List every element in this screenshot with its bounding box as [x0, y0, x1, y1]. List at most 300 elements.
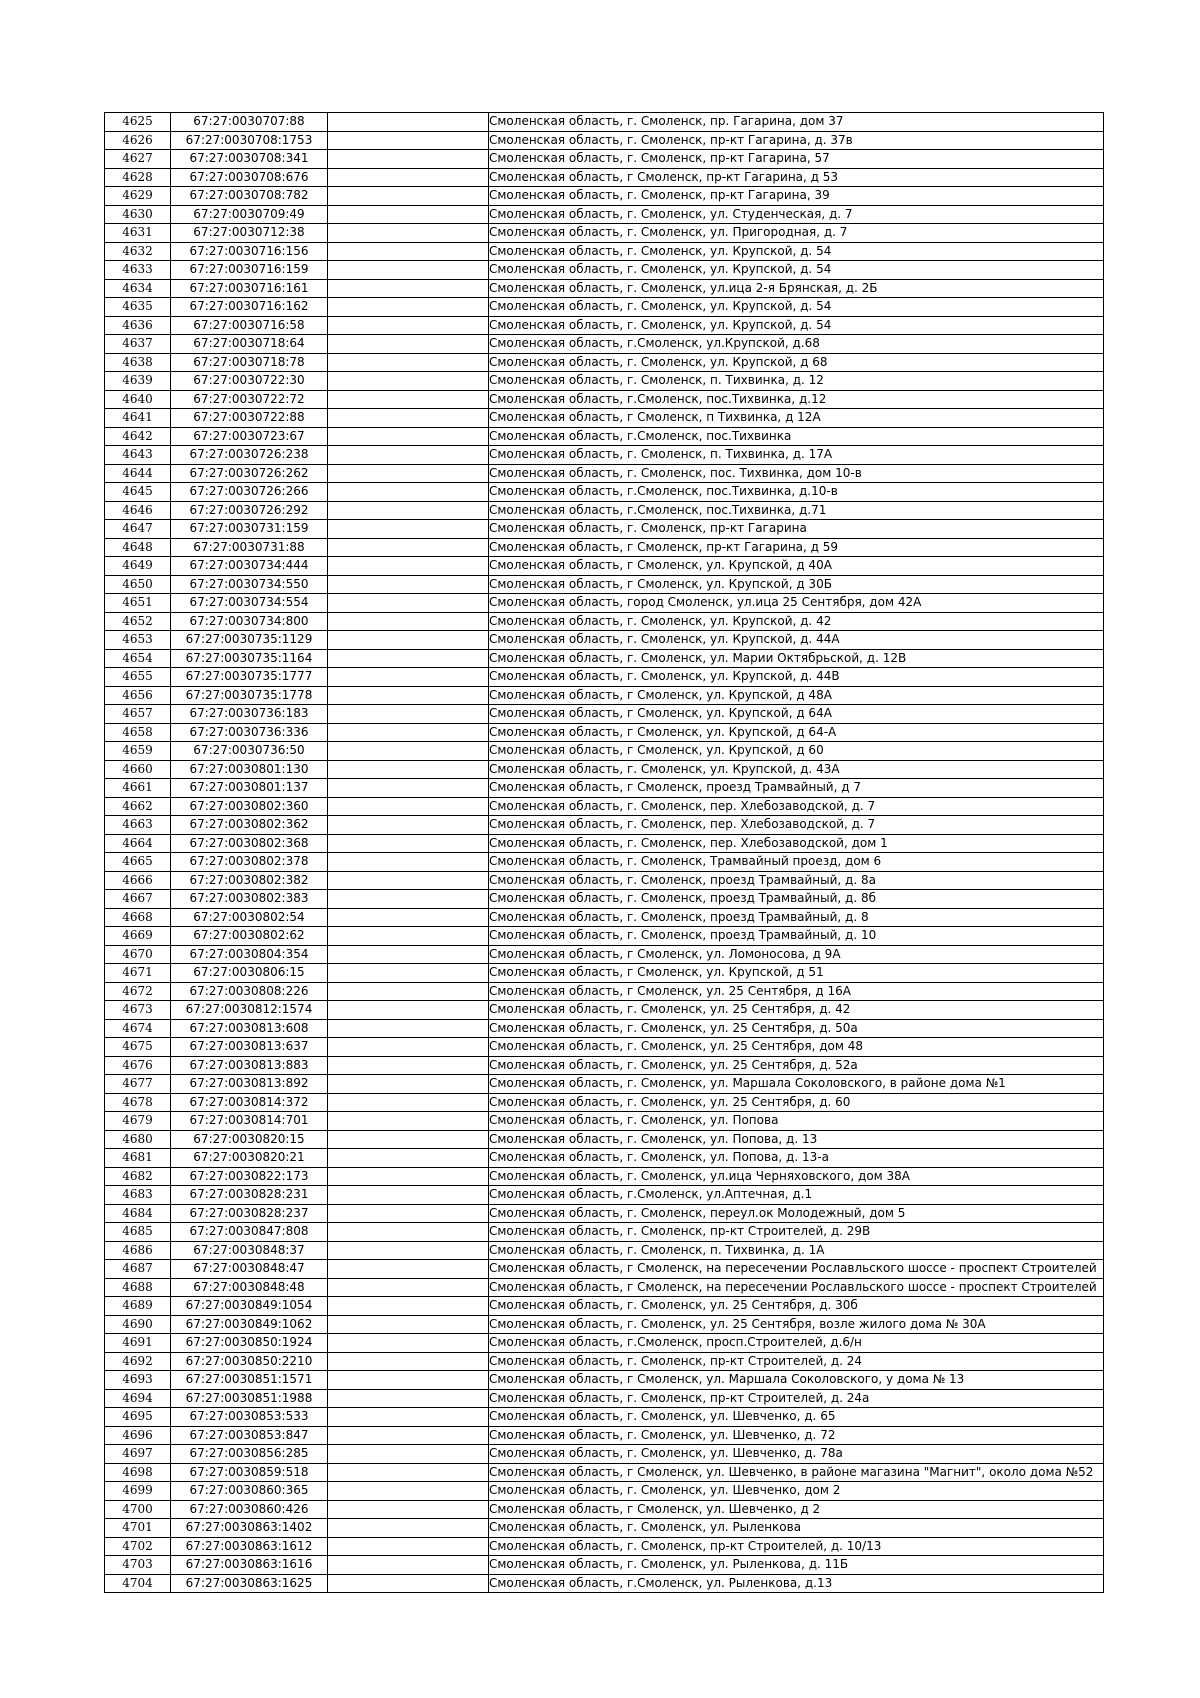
blank-cell — [328, 649, 489, 668]
blank-cell — [328, 501, 489, 520]
cadastral-number-cell: 67:27:0030712:38 — [171, 224, 328, 243]
blank-cell — [328, 464, 489, 483]
address-cell: Смоленская область, г. Смоленск, ул. Рыленкова — [489, 1519, 1104, 1538]
address-cell: Смоленская область, г. Смоленск, проезд Трамвайный, д. 10 — [489, 927, 1104, 946]
table-row — [105, 446, 1104, 465]
row-number-cell: 4655 — [105, 668, 171, 687]
cadastral-number-cell: 67:27:0030828:237 — [171, 1204, 328, 1223]
row-number-cell: 4678 — [105, 1093, 171, 1112]
row-number-cell: 4650 — [105, 575, 171, 594]
table-row — [105, 594, 1104, 613]
row-number-cell: 4701 — [105, 1519, 171, 1538]
cadastral-number-cell: 67:27:0030734:800 — [171, 612, 328, 631]
address-cell: Смоленская область, г. Смоленск, ул. Попова — [489, 1112, 1104, 1131]
address-cell: Смоленская область, г.Смоленск, пос.Тихвинка, д.12 — [489, 390, 1104, 409]
table-row — [105, 760, 1104, 779]
blank-cell — [328, 1315, 489, 1334]
table-row — [105, 224, 1104, 243]
address-cell: Смоленская область, г. Смоленск, пр-кт Гагарина, 57 — [489, 150, 1104, 169]
blank-cell — [328, 113, 489, 132]
address-cell: Смоленская область, г.Смоленск, ул. Рыленкова, д.13 — [489, 1574, 1104, 1593]
cadastral-number-cell: 67:27:0030808:226 — [171, 982, 328, 1001]
row-number-cell: 4648 — [105, 538, 171, 557]
row-number-cell: 4689 — [105, 1297, 171, 1316]
blank-cell — [328, 446, 489, 465]
address-cell: Смоленская область, г. Смоленск, ул. Крупской, д 68 — [489, 353, 1104, 372]
table-row — [105, 1389, 1104, 1408]
address-cell: Смоленская область, город Смоленск, ул.ица 25 Сентября, дом 42А — [489, 594, 1104, 613]
cadastral-number-cell: 67:27:0030820:15 — [171, 1130, 328, 1149]
table-row — [105, 1149, 1104, 1168]
address-cell: Смоленская область, г. Смоленск, ул. 25 Сентября, дом 48 — [489, 1038, 1104, 1057]
cadastral-number-cell: 67:27:0030736:183 — [171, 705, 328, 724]
row-number-cell: 4674 — [105, 1019, 171, 1038]
cadastral-number-cell: 67:27:0030851:1988 — [171, 1389, 328, 1408]
blank-cell — [328, 520, 489, 539]
address-cell: Смоленская область, г. Смоленск, п. Тихвинка, д. 17А — [489, 446, 1104, 465]
address-cell: Смоленская область, г Смоленск, ул. Маршала Соколовского, у дома № 13 — [489, 1371, 1104, 1390]
row-number-cell: 4645 — [105, 483, 171, 502]
cadastral-number-cell: 67:27:0030735:1777 — [171, 668, 328, 687]
address-cell: Смоленская область, г Смоленск, ул. Ломоносова, д 9А — [489, 945, 1104, 964]
blank-cell — [328, 871, 489, 890]
cadastral-number-cell: 67:27:0030801:137 — [171, 779, 328, 798]
cadastral-number-cell: 67:27:0030723:67 — [171, 427, 328, 446]
blank-cell — [328, 834, 489, 853]
address-cell: Смоленская область, г Смоленск, проезд Трамвайный, д 7 — [489, 779, 1104, 798]
cadastral-number-cell: 67:27:0030820:21 — [171, 1149, 328, 1168]
cadastral-number-cell: 67:27:0030708:341 — [171, 150, 328, 169]
table-row — [105, 1334, 1104, 1353]
blank-cell — [328, 1297, 489, 1316]
table-row — [105, 464, 1104, 483]
row-number-cell: 4704 — [105, 1574, 171, 1593]
address-cell: Смоленская область, г.Смоленск, ул.Аптечная, д.1 — [489, 1186, 1104, 1205]
row-number-cell: 4653 — [105, 631, 171, 650]
cadastral-number-cell: 67:27:0030734:554 — [171, 594, 328, 613]
address-cell: Смоленская область, г Смоленск, ул. Крупской, д 48А — [489, 686, 1104, 705]
cadastral-number-cell: 67:27:0030849:1054 — [171, 1297, 328, 1316]
cadastral-number-cell: 67:27:0030726:266 — [171, 483, 328, 502]
cadastral-number-cell: 67:27:0030716:162 — [171, 298, 328, 317]
table-row — [105, 1297, 1104, 1316]
address-cell: Смоленская область, г. Смоленск, ул. Студенческая, д. 7 — [489, 205, 1104, 224]
table-row — [105, 427, 1104, 446]
address-cell: Смоленская область, г. Смоленск, ул. Шевченко, д. 72 — [489, 1426, 1104, 1445]
table-row — [105, 1241, 1104, 1260]
blank-cell — [328, 224, 489, 243]
row-number-cell: 4673 — [105, 1001, 171, 1020]
registry-table-body — [105, 113, 1104, 1593]
row-number-cell: 4687 — [105, 1260, 171, 1279]
table-row — [105, 871, 1104, 890]
blank-cell — [328, 409, 489, 428]
row-number-cell: 4693 — [105, 1371, 171, 1390]
row-number-cell: 4654 — [105, 649, 171, 668]
cadastral-number-cell: 67:27:0030863:1616 — [171, 1556, 328, 1575]
row-number-cell: 4643 — [105, 446, 171, 465]
row-number-cell: 4675 — [105, 1038, 171, 1057]
address-cell: Смоленская область, г. Смоленск, ул. 25 Сентября, д. 60 — [489, 1093, 1104, 1112]
cadastral-number-cell: 67:27:0030812:1574 — [171, 1001, 328, 1020]
table-row — [105, 316, 1104, 335]
table-row — [105, 779, 1104, 798]
cadastral-number-cell: 67:27:0030813:637 — [171, 1038, 328, 1057]
row-number-cell: 4697 — [105, 1445, 171, 1464]
address-cell: Смоленская область, г. Смоленск, ул. 25 Сентября, д. 52а — [489, 1056, 1104, 1075]
blank-cell — [328, 261, 489, 280]
blank-cell — [328, 1445, 489, 1464]
table-row — [105, 1019, 1104, 1038]
row-number-cell: 4679 — [105, 1112, 171, 1131]
blank-cell — [328, 1075, 489, 1094]
table-row — [105, 834, 1104, 853]
row-number-cell: 4633 — [105, 261, 171, 280]
address-cell: Смоленская область, г Смоленск, пр-кт Гагарина, д 59 — [489, 538, 1104, 557]
table-row — [105, 1500, 1104, 1519]
blank-cell — [328, 1204, 489, 1223]
table-row — [105, 1112, 1104, 1131]
blank-cell — [328, 1112, 489, 1131]
address-cell: Смоленская область, г Смоленск, ул. Крупской, д 40А — [489, 557, 1104, 576]
table-row — [105, 890, 1104, 909]
row-number-cell: 4682 — [105, 1167, 171, 1186]
row-number-cell: 4640 — [105, 390, 171, 409]
cadastral-number-cell: 67:27:0030722:30 — [171, 372, 328, 391]
address-cell: Смоленская область, г. Смоленск, ул. Крупской, д. 43А — [489, 760, 1104, 779]
cadastral-number-cell: 67:27:0030736:336 — [171, 723, 328, 742]
blank-cell — [328, 612, 489, 631]
blank-cell — [328, 964, 489, 983]
cadastral-number-cell: 67:27:0030716:156 — [171, 242, 328, 261]
blank-cell — [328, 853, 489, 872]
table-row — [105, 131, 1104, 150]
blank-cell — [328, 1186, 489, 1205]
row-number-cell: 4629 — [105, 187, 171, 206]
row-number-cell: 4627 — [105, 150, 171, 169]
cadastral-number-cell: 67:27:0030853:533 — [171, 1408, 328, 1427]
row-number-cell: 4685 — [105, 1223, 171, 1242]
cadastral-number-cell: 67:27:0030722:88 — [171, 409, 328, 428]
row-number-cell: 4662 — [105, 797, 171, 816]
blank-cell — [328, 1334, 489, 1353]
blank-cell — [328, 335, 489, 354]
blank-cell — [328, 1500, 489, 1519]
cadastral-number-cell: 67:27:0030802:378 — [171, 853, 328, 872]
row-number-cell: 4677 — [105, 1075, 171, 1094]
address-cell: Смоленская область, г.Смоленск, просп.Строителей, д.6/н — [489, 1334, 1104, 1353]
address-cell: Смоленская область, г. Смоленск, проезд Трамвайный, д. 8а — [489, 871, 1104, 890]
row-number-cell: 4663 — [105, 816, 171, 835]
row-number-cell: 4669 — [105, 927, 171, 946]
cadastral-number-cell: 67:27:0030863:1612 — [171, 1537, 328, 1556]
table-row — [105, 168, 1104, 187]
address-cell: Смоленская область, г Смоленск, на пересечении Рославльского шоссе - проспект Строителей — [489, 1278, 1104, 1297]
table-row — [105, 1371, 1104, 1390]
address-cell: Смоленская область, г. Смоленск, пер. Хлебозаводской, д. 7 — [489, 797, 1104, 816]
address-cell: Смоленская область, г. Смоленск, ул. Рыленкова, д. 11Б — [489, 1556, 1104, 1575]
row-number-cell: 4691 — [105, 1334, 171, 1353]
row-number-cell: 4664 — [105, 834, 171, 853]
cadastral-number-cell: 67:27:0030726:292 — [171, 501, 328, 520]
table-row — [105, 261, 1104, 280]
blank-cell — [328, 1519, 489, 1538]
address-cell: Смоленская область, г. Смоленск, пр-кт Строителей, д. 24 — [489, 1352, 1104, 1371]
table-row — [105, 372, 1104, 391]
blank-cell — [328, 945, 489, 964]
blank-cell — [328, 279, 489, 298]
cadastral-registry-table — [104, 112, 1104, 1593]
table-row — [105, 1315, 1104, 1334]
address-cell: Смоленская область, г. Смоленск, пр-кт Строителей, д. 24а — [489, 1389, 1104, 1408]
row-number-cell: 4703 — [105, 1556, 171, 1575]
blank-cell — [328, 1389, 489, 1408]
blank-cell — [328, 1167, 489, 1186]
table-row — [105, 205, 1104, 224]
table-row — [105, 908, 1104, 927]
table-row — [105, 631, 1104, 650]
row-number-cell: 4628 — [105, 168, 171, 187]
blank-cell — [328, 1352, 489, 1371]
blank-cell — [328, 1093, 489, 1112]
cadastral-number-cell: 67:27:0030822:173 — [171, 1167, 328, 1186]
address-cell: Смоленская область, г. Смоленск, ул. Крупской, д. 54 — [489, 298, 1104, 317]
cadastral-number-cell: 67:27:0030856:285 — [171, 1445, 328, 1464]
blank-cell — [328, 390, 489, 409]
blank-cell — [328, 1426, 489, 1445]
address-cell: Смоленская область, г Смоленск, пр-кт Гагарина, д 53 — [489, 168, 1104, 187]
cadastral-number-cell: 67:27:0030716:159 — [171, 261, 328, 280]
address-cell: Смоленская область, г. Смоленск, пр-кт Гагарина — [489, 520, 1104, 539]
table-row — [105, 1519, 1104, 1538]
table-row — [105, 1056, 1104, 1075]
blank-cell — [328, 1574, 489, 1593]
row-number-cell: 4665 — [105, 853, 171, 872]
table-row — [105, 797, 1104, 816]
blank-cell — [328, 205, 489, 224]
blank-cell — [328, 779, 489, 798]
address-cell: Смоленская область, г Смоленск, ул. Крупской, д 51 — [489, 964, 1104, 983]
blank-cell — [328, 1278, 489, 1297]
row-number-cell: 4661 — [105, 779, 171, 798]
cadastral-number-cell: 67:27:0030731:88 — [171, 538, 328, 557]
cadastral-number-cell: 67:27:0030802:62 — [171, 927, 328, 946]
row-number-cell: 4638 — [105, 353, 171, 372]
table-row — [105, 1352, 1104, 1371]
blank-cell — [328, 298, 489, 317]
cadastral-number-cell: 67:27:0030814:372 — [171, 1093, 328, 1112]
blank-cell — [328, 131, 489, 150]
row-number-cell: 4639 — [105, 372, 171, 391]
cadastral-number-cell: 67:27:0030851:1571 — [171, 1371, 328, 1390]
table-row — [105, 686, 1104, 705]
blank-cell — [328, 1260, 489, 1279]
table-row — [105, 520, 1104, 539]
address-cell: Смоленская область, г. Смоленск, ул. Попова, д. 13 — [489, 1130, 1104, 1149]
table-row — [105, 150, 1104, 169]
table-row — [105, 1537, 1104, 1556]
address-cell: Смоленская область, г. Смоленск, проезд Трамвайный, д. 8б — [489, 890, 1104, 909]
row-number-cell: 4625 — [105, 113, 171, 132]
cadastral-number-cell: 67:27:0030813:892 — [171, 1075, 328, 1094]
blank-cell — [328, 723, 489, 742]
cadastral-number-cell: 67:27:0030734:444 — [171, 557, 328, 576]
row-number-cell: 4690 — [105, 1315, 171, 1334]
blank-cell — [328, 797, 489, 816]
table-row — [105, 1260, 1104, 1279]
address-cell: Смоленская область, г. Смоленск, ул. 25 Сентября, д. 42 — [489, 1001, 1104, 1020]
blank-cell — [328, 353, 489, 372]
row-number-cell: 4647 — [105, 520, 171, 539]
table-row — [105, 1001, 1104, 1020]
address-cell: Смоленская область, г Смоленск, ул. 25 Сентября, д 16А — [489, 982, 1104, 1001]
table-row — [105, 1130, 1104, 1149]
table-row — [105, 612, 1104, 631]
address-cell: Смоленская область, г Смоленск, ул. Шевченко, в районе магазина "Магнит", около дома №52 — [489, 1463, 1104, 1482]
address-cell: Смоленская область, г. Смоленск, ул. Крупской, д. 54 — [489, 242, 1104, 261]
table-row — [105, 1556, 1104, 1575]
cadastral-number-cell: 67:27:0030804:354 — [171, 945, 328, 964]
row-number-cell: 4641 — [105, 409, 171, 428]
blank-cell — [328, 816, 489, 835]
blank-cell — [328, 1463, 489, 1482]
cadastral-number-cell: 67:27:0030708:676 — [171, 168, 328, 187]
table-row — [105, 1223, 1104, 1242]
cadastral-number-cell: 67:27:0030813:883 — [171, 1056, 328, 1075]
row-number-cell: 4700 — [105, 1500, 171, 1519]
table-row — [105, 1445, 1104, 1464]
address-cell: Смоленская область, г Смоленск, ул. Крупской, д 30Б — [489, 575, 1104, 594]
row-number-cell: 4630 — [105, 205, 171, 224]
row-number-cell: 4684 — [105, 1204, 171, 1223]
blank-cell — [328, 908, 489, 927]
row-number-cell: 4657 — [105, 705, 171, 724]
row-number-cell: 4666 — [105, 871, 171, 890]
address-cell: Смоленская область, г Смоленск, п Тихвинка, д 12А — [489, 409, 1104, 428]
row-number-cell: 4702 — [105, 1537, 171, 1556]
cadastral-number-cell: 67:27:0030735:1778 — [171, 686, 328, 705]
address-cell: Смоленская область, г. Смоленск, переул.ок Молодежный, дом 5 — [489, 1204, 1104, 1223]
cadastral-number-cell: 67:27:0030863:1402 — [171, 1519, 328, 1538]
blank-cell — [328, 150, 489, 169]
address-cell: Смоленская область, г. Смоленск, проезд Трамвайный, д. 8 — [489, 908, 1104, 927]
table-row — [105, 649, 1104, 668]
cadastral-number-cell: 67:27:0030735:1164 — [171, 649, 328, 668]
cadastral-number-cell: 67:27:0030722:72 — [171, 390, 328, 409]
address-cell: Смоленская область, г. Смоленск, ул. Крупской, д. 54 — [489, 261, 1104, 280]
cadastral-number-cell: 67:27:0030848:37 — [171, 1241, 328, 1260]
address-cell: Смоленская область, г.Смоленск, пос.Тихвинка, д.71 — [489, 501, 1104, 520]
table-row — [105, 853, 1104, 872]
blank-cell — [328, 575, 489, 594]
table-row — [105, 742, 1104, 761]
table-row — [105, 113, 1104, 132]
blank-cell — [328, 1056, 489, 1075]
table-row — [105, 668, 1104, 687]
cadastral-number-cell: 67:27:0030708:782 — [171, 187, 328, 206]
table-row — [105, 242, 1104, 261]
address-cell: Смоленская область, г. Смоленск, пер. Хлебозаводской, д. 7 — [489, 816, 1104, 835]
cadastral-number-cell: 67:27:0030802:360 — [171, 797, 328, 816]
blank-cell — [328, 982, 489, 1001]
table-row — [105, 335, 1104, 354]
row-number-cell: 4642 — [105, 427, 171, 446]
address-cell: Смоленская область, г. Смоленск, ул. Крупской, д. 42 — [489, 612, 1104, 631]
table-row — [105, 483, 1104, 502]
row-number-cell: 4688 — [105, 1278, 171, 1297]
blank-cell — [328, 427, 489, 446]
cadastral-number-cell: 67:27:0030850:1924 — [171, 1334, 328, 1353]
address-cell: Смоленская область, г. Смоленск, пр. Гагарина, дом 37 — [489, 113, 1104, 132]
row-number-cell: 4681 — [105, 1149, 171, 1168]
cadastral-number-cell: 67:27:0030802:382 — [171, 871, 328, 890]
cadastral-number-cell: 67:27:0030802:368 — [171, 834, 328, 853]
row-number-cell: 4694 — [105, 1389, 171, 1408]
cadastral-number-cell: 67:27:0030814:701 — [171, 1112, 328, 1131]
address-cell: Смоленская область, г. Смоленск, ул. Крупской, д. 54 — [489, 316, 1104, 335]
row-number-cell: 4695 — [105, 1408, 171, 1427]
row-number-cell: 4692 — [105, 1352, 171, 1371]
address-cell: Смоленская область, г.Смоленск, пос.Тихвинка, д.10-в — [489, 483, 1104, 502]
row-number-cell: 4634 — [105, 279, 171, 298]
blank-cell — [328, 760, 489, 779]
row-number-cell: 4626 — [105, 131, 171, 150]
table-row — [105, 1408, 1104, 1427]
table-row — [105, 409, 1104, 428]
row-number-cell: 4658 — [105, 723, 171, 742]
address-cell: Смоленская область, г. Смоленск, пос. Тихвинка, дом 10-в — [489, 464, 1104, 483]
table-row — [105, 982, 1104, 1001]
row-number-cell: 4670 — [105, 945, 171, 964]
row-number-cell: 4637 — [105, 335, 171, 354]
cadastral-number-cell: 67:27:0030708:1753 — [171, 131, 328, 150]
table-row — [105, 1426, 1104, 1445]
table-row — [105, 1482, 1104, 1501]
address-cell: Смоленская область, г. Смоленск, ул. Пригородная, д. 7 — [489, 224, 1104, 243]
address-cell: Смоленская область, г. Смоленск, ул.ица Черняховского, дом 38А — [489, 1167, 1104, 1186]
address-cell: Смоленская область, г Смоленск, ул. Крупской, д 64А — [489, 705, 1104, 724]
table-row — [105, 927, 1104, 946]
blank-cell — [328, 1482, 489, 1501]
row-number-cell: 4699 — [105, 1482, 171, 1501]
cadastral-number-cell: 67:27:0030848:47 — [171, 1260, 328, 1279]
address-cell: Смоленская область, г. Смоленск, ул. 25 Сентября, д. 30б — [489, 1297, 1104, 1316]
address-cell: Смоленская область, г. Смоленск, пр-кт Строителей, д. 29В — [489, 1223, 1104, 1242]
address-cell: Смоленская область, г. Смоленск, ул. Шевченко, дом 2 — [489, 1482, 1104, 1501]
address-cell: Смоленская область, г. Смоленск, пр-кт Гагарина, 39 — [489, 187, 1104, 206]
address-cell: Смоленская область, г Смоленск, ул. Крупской, д 64-А — [489, 723, 1104, 742]
row-number-cell: 4680 — [105, 1130, 171, 1149]
cadastral-number-cell: 67:27:0030735:1129 — [171, 631, 328, 650]
address-cell: Смоленская область, г. Смоленск, ул.ица 2-я Брянская, д. 2Б — [489, 279, 1104, 298]
cadastral-number-cell: 67:27:0030853:847 — [171, 1426, 328, 1445]
row-number-cell: 4659 — [105, 742, 171, 761]
cadastral-number-cell: 67:27:0030848:48 — [171, 1278, 328, 1297]
table-row — [105, 816, 1104, 835]
address-cell: Смоленская область, г. Смоленск, ул. Шевченко, д. 65 — [489, 1408, 1104, 1427]
cadastral-number-cell: 67:27:0030718:78 — [171, 353, 328, 372]
cadastral-number-cell: 67:27:0030731:159 — [171, 520, 328, 539]
cadastral-number-cell: 67:27:0030847:808 — [171, 1223, 328, 1242]
row-number-cell: 4683 — [105, 1186, 171, 1205]
table-row — [105, 964, 1104, 983]
blank-cell — [328, 187, 489, 206]
address-cell: Смоленская область, г.Смоленск, ул.Крупской, д.68 — [489, 335, 1104, 354]
address-cell: Смоленская область, г. Смоленск, п. Тихвинка, д. 1А — [489, 1241, 1104, 1260]
blank-cell — [328, 483, 489, 502]
blank-cell — [328, 168, 489, 187]
blank-cell — [328, 1371, 489, 1390]
